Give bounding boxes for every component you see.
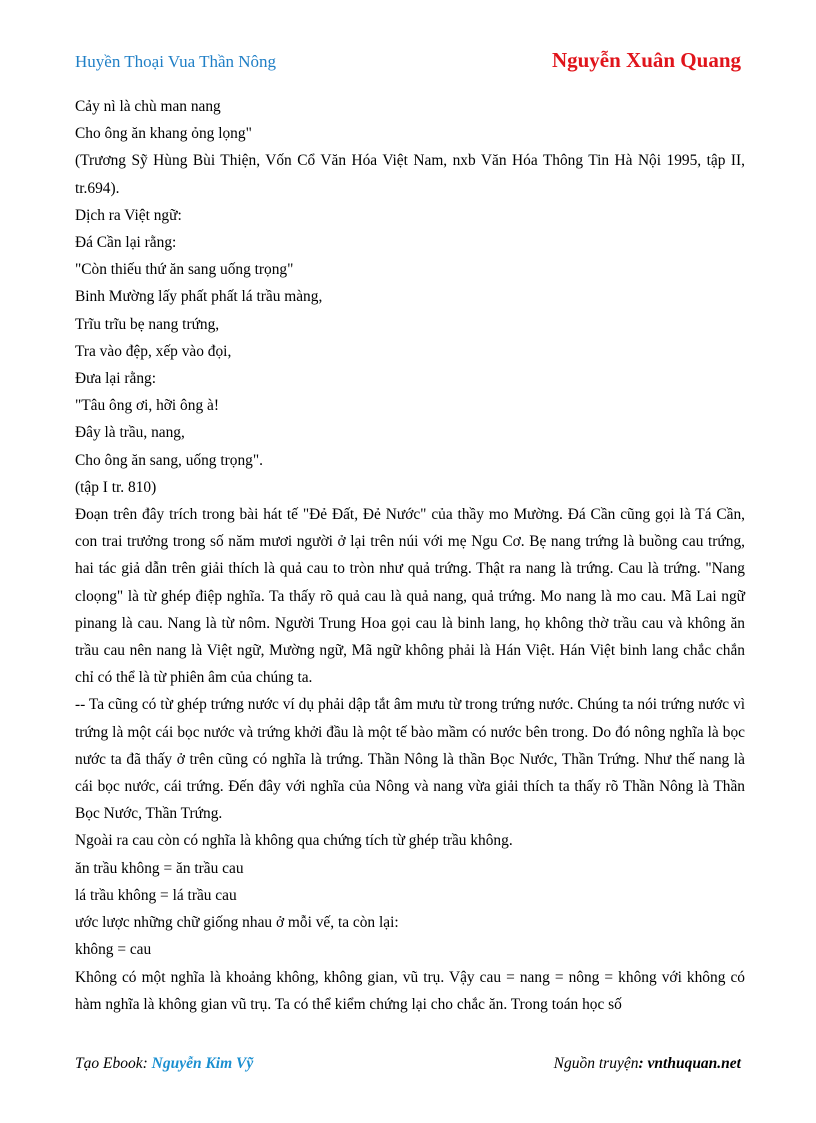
body-paragraph: -- Ta cũng có từ ghép trứng nước ví dụ phải dập tắt âm mưu từ trong trứng nước. Chúng ta nói trứng nước vì trứng là một cái bọc nước và trứng khởi đầu là một tế bào mầm có nước bên trong. Do đó nông nghĩa là bọc nước ta đã thấy ở trên cũng có nghĩa là trứng. Thần Nông là thần Bọc Nước, Thần Trứng. Như thế nang là cái bọc nước, cái trứng. Đến đây với nghĩa của Nông và nang vừa giải thích ta thấy rõ Thần Nông là Thần Bọc Nước, Thần Trứng.: [75, 696, 745, 823]
source-credit-label: Nguồn truyện: [553, 1055, 639, 1072]
ebook-credit-separator: :: [142, 1055, 152, 1072]
text-line: Binh Mường lấy phất phất lá trầu màng,: [75, 288, 323, 306]
text-line: Đưa lại rằng:: [75, 370, 156, 388]
text-line: ước lược những chữ giống nhau ở mỗi vế, ta còn lại:: [75, 914, 399, 932]
text-line: Tra vào đệp, xếp vào đọi,: [75, 342, 232, 360]
ebook-credit-label: Tạo Ebook: [75, 1055, 143, 1072]
page-body: [75, 93, 745, 1018]
page-footer: [75, 1055, 741, 1077]
source-credit: [554, 1055, 741, 1073]
text-line: "Tâu ông ơi, hỡi ông à!: [75, 397, 219, 415]
author-name: Nguyễn Xuân Quang: [551, 48, 741, 72]
text-line: Cho ông ăn khang ỏng lọng": [75, 125, 252, 143]
text-line: Cảy nì là chù man nang: [75, 98, 221, 115]
book-title: Huyền Thoại Vua Thần Nông: [75, 52, 277, 71]
ebook-creator-name: Nguyễn Kim Vỹ: [151, 1055, 254, 1072]
text-line: "Còn thiếu thứ ăn sang uống trọng": [75, 261, 294, 279]
source-site: vnthuquan.net: [647, 1055, 741, 1072]
page-header: [75, 50, 741, 76]
text-line: Ngoài ra cau còn có nghĩa là không qua chứng tích từ ghép trầu không.: [75, 832, 513, 850]
body-paragraph: Đoạn trên đây trích trong bài hát tế "Đẻ Đất, Đẻ Nước" của thầy mo Mường. Đá Cần cũng gọi là Tá Cần, con trai trưởng trong số năm mươi người ở lại trên núi với mẹ Ngu Cơ. Bẹ nang trứng là buồng cau trứng, hai tác giả dẫn trên giải thích là quả cau to tròn như quả trứng. Thật ra nang là trứng. Cau là trứng. "Nang cloọng" là từ ghép điệp nghĩa. Ta thấy rõ quả cau là quả nang, quả trứng. Mo nang là mo cau. Mã Lai ngữ pinang là cau. Nang là từ nôm. Người Trung Hoa gọi cau là binh lang, họ không thờ trầu cau và không ăn trầu cau nên nang là Việt ngữ, Mường ngữ, Mã ngữ không phải là Hán Việt. Hán Việt binh lang chắc chắn chỉ có thể là từ phiên âm của chúng ta.: [75, 506, 745, 687]
ebook-credit: [75, 1055, 253, 1073]
text-line: Dịch ra Việt ngữ:: [75, 206, 182, 224]
body-paragraph: Không có một nghĩa là khoảng không, không gian, vũ trụ. Vậy cau = nang = nông = không với không có hàm nghĩa là không gian vũ trụ. Ta có thể kiểm chứng lại cho chắc ăn. Trong toán học số: [75, 968, 745, 1013]
source-credit-separator: :: [638, 1055, 648, 1072]
text-line: (tập I tr. 810): [75, 478, 157, 496]
text-line: Đá Cần lại rằng:: [75, 234, 177, 252]
citation-paragraph: (Trương Sỹ Hùng Bùi Thiện, Vốn Cổ Văn Hóa Việt Nam, nxb Văn Hóa Thông Tin Hà Nội 1995, tập II, tr.694).: [75, 152, 745, 197]
text-line: Đây là trầu, nang,: [75, 424, 185, 442]
text-line: không = cau: [75, 941, 152, 959]
text-line: ăn trầu không = ăn trầu cau: [75, 859, 244, 877]
text-line: Trĩu trĩu bẹ nang trứng,: [75, 315, 220, 333]
text-line: Cho ông ăn sang, uống trọng".: [75, 451, 263, 469]
text-line: lá trầu không = lá trầu cau: [75, 886, 237, 904]
